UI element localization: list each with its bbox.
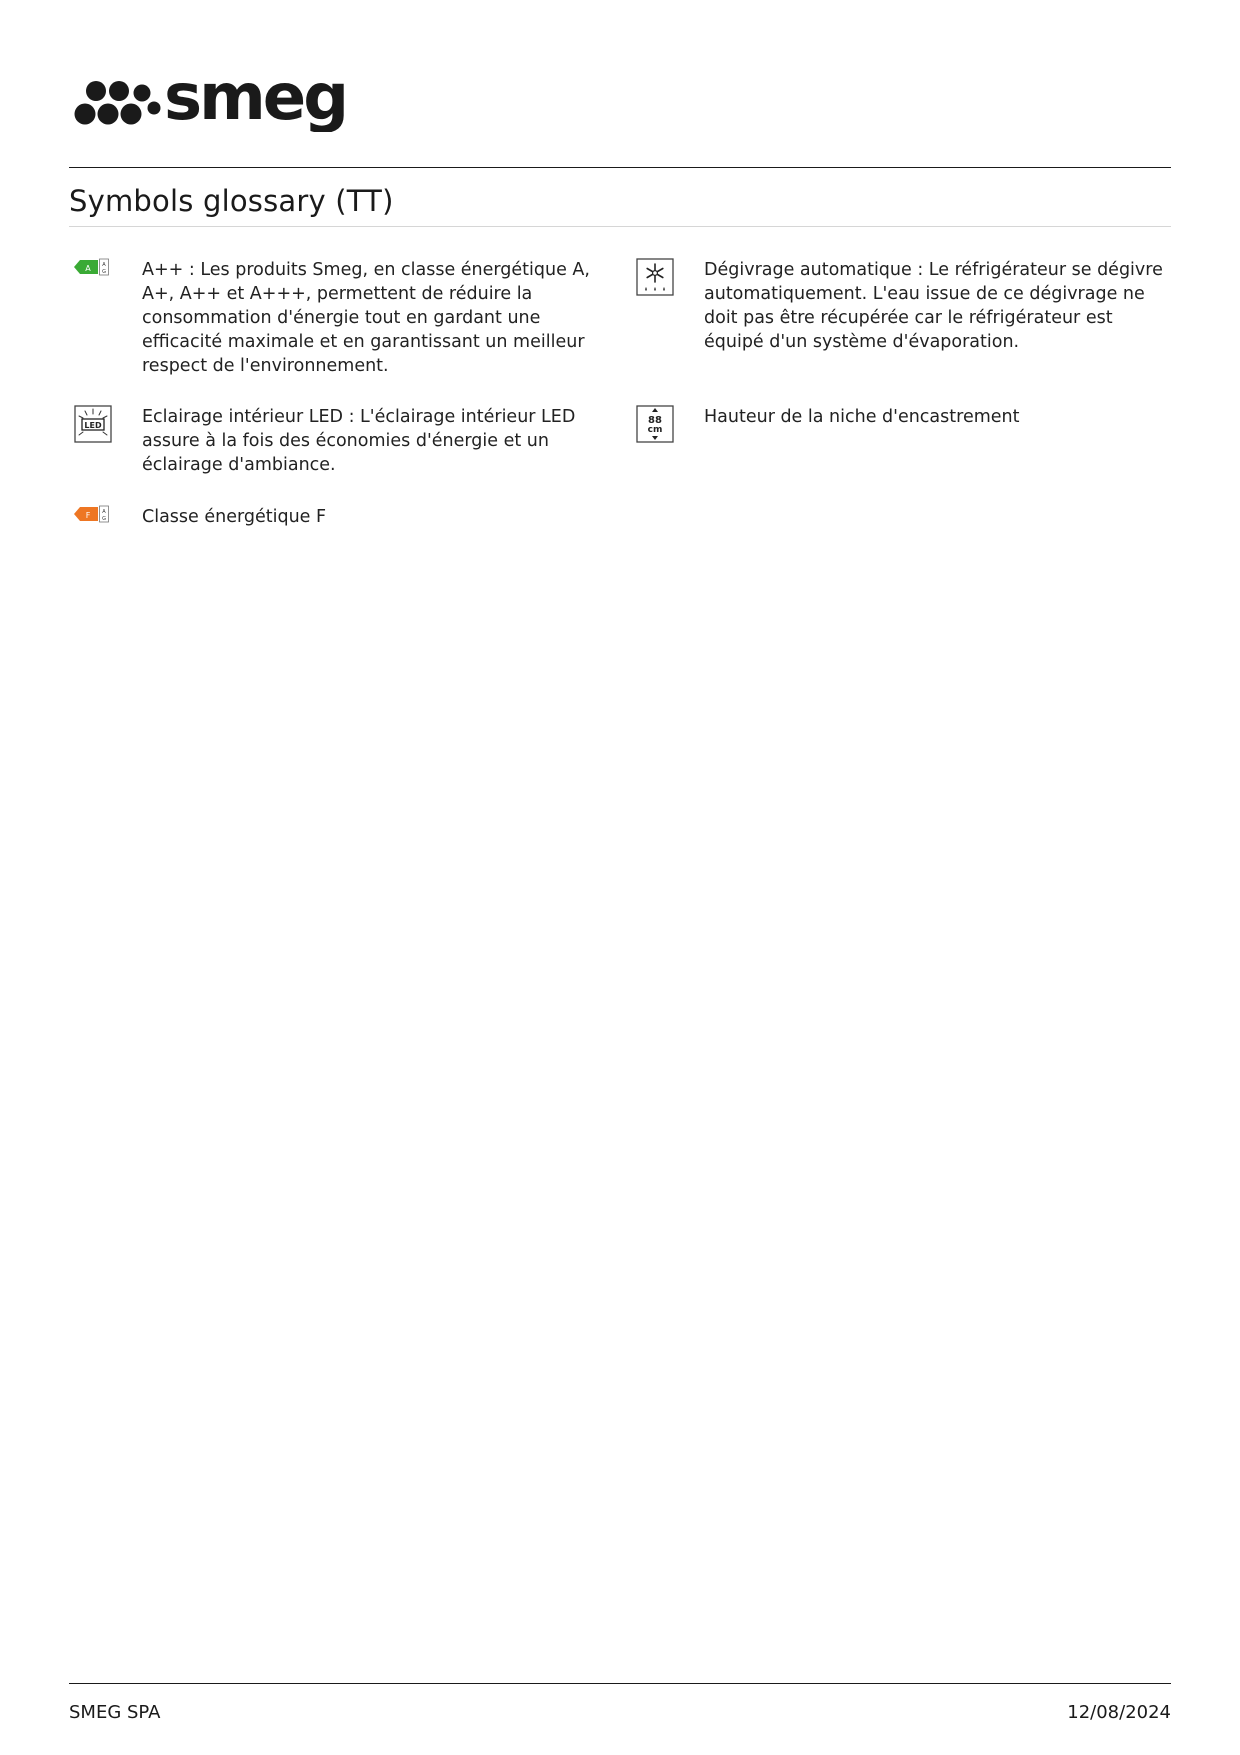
svg-text:A: A (85, 264, 91, 273)
smeg-logo-mark (74, 70, 384, 132)
glossary-text: Eclairage intérieur LED : L'éclairage intérieur LED assure à la fois des économies d'énergie et un éclairage d'ambiance. (142, 407, 576, 475)
title-divider (69, 226, 1171, 227)
footer-date: 12/08/2024 (1067, 1702, 1171, 1723)
footer-company: SMEG SPA (69, 1702, 161, 1723)
svg-text:G: G (102, 516, 106, 522)
svg-text:cm: cm (647, 425, 663, 435)
glossary-text: Dégivrage automatique : Le réfrigérateur se dégivre automatiquement. L'eau issue de ce dégivrage ne doit pas être récupérée car le réfrigérateur est équipé d'un système d'évaporation. (704, 260, 1163, 352)
glossary-text: Hauteur de la niche d'encastrement (704, 407, 1020, 427)
energy-class-f-icon (74, 505, 114, 545)
svg-text:LED: LED (84, 421, 102, 430)
energy-class-a-icon (74, 258, 114, 298)
niche-height-icon (636, 405, 676, 445)
smeg-logo (74, 70, 384, 132)
svg-text:A: A (102, 262, 106, 268)
led-light-icon (74, 405, 114, 445)
svg-text:smeg: smeg (164, 70, 346, 132)
svg-text:F: F (85, 511, 91, 520)
svg-text:A: A (102, 509, 106, 515)
header-divider (69, 167, 1171, 168)
glossary-text: Classe énergétique F (142, 507, 327, 527)
glossary-text: A++ : Les produits Smeg, en classe énergétique A, A+, A++ et A+++, permettent de réduire la consommation d'énergie tout en gardant une efficacité maximale et en garantissant un meilleur respect de l'environnement. (142, 260, 590, 376)
footer-divider (69, 1683, 1171, 1684)
svg-text:88: 88 (648, 415, 662, 426)
svg-text:G: G (102, 269, 106, 275)
page-title: Symbols glossary (TT) (69, 184, 394, 218)
auto-defrost-icon (636, 258, 676, 298)
